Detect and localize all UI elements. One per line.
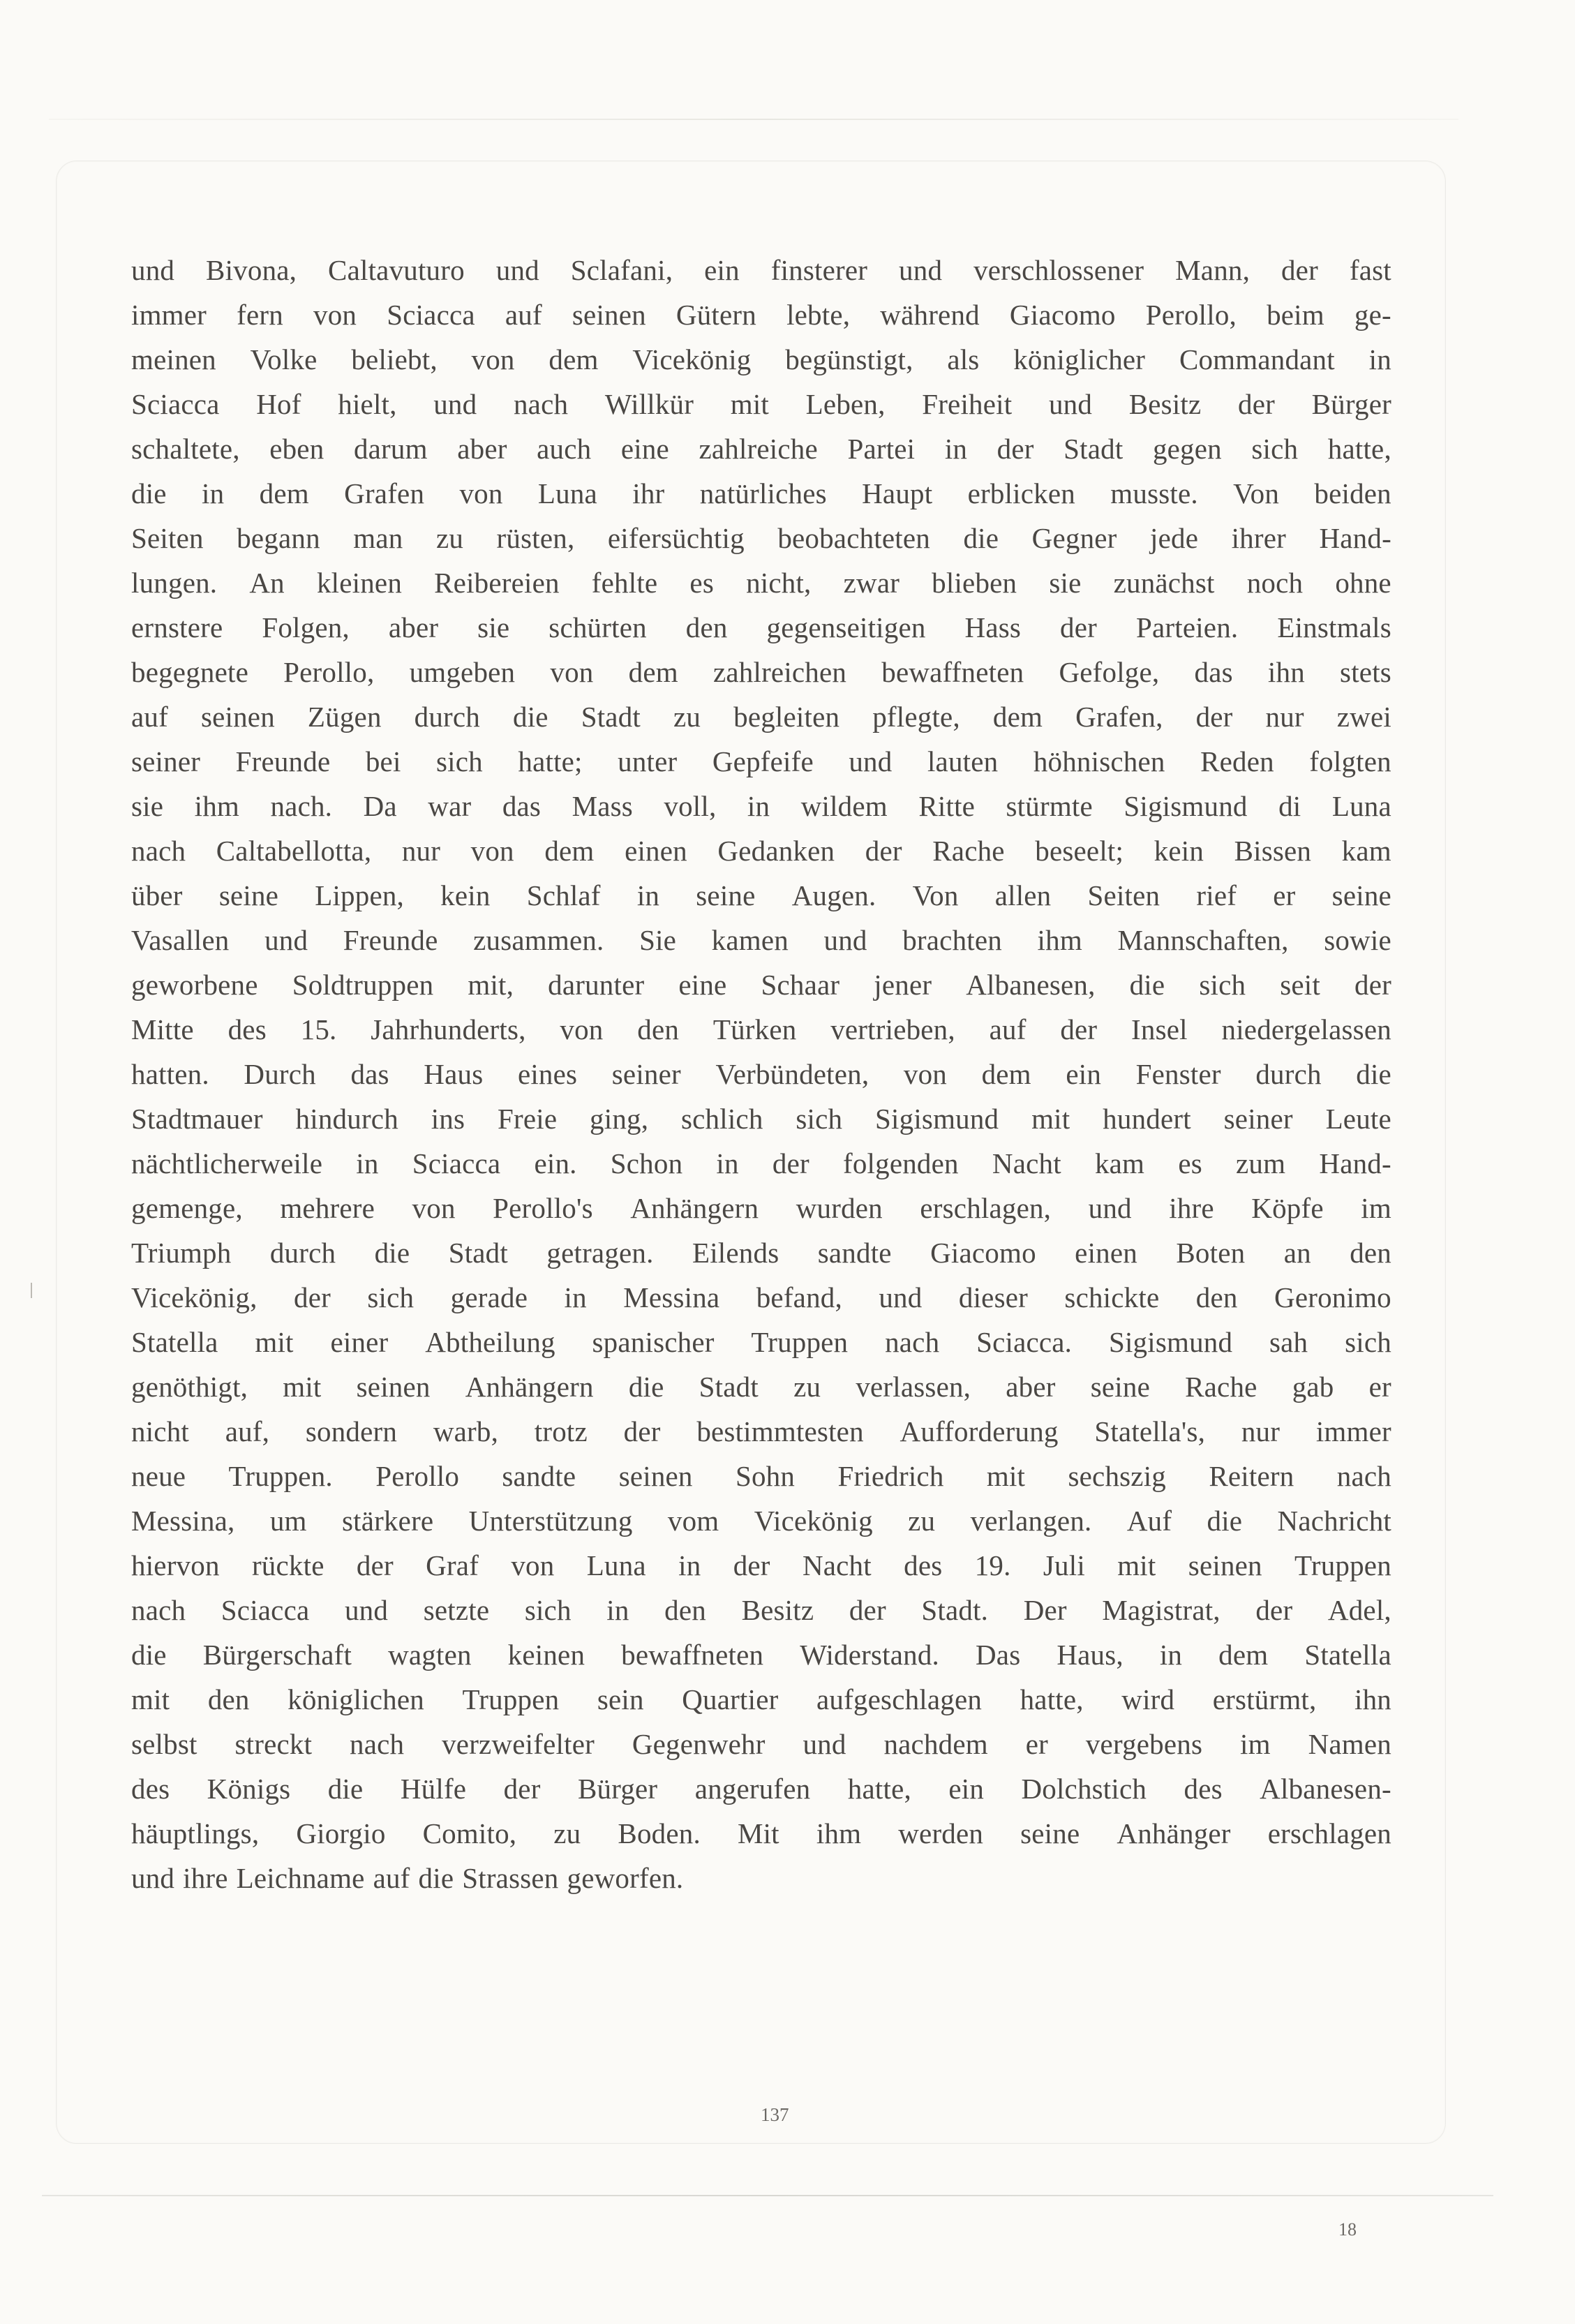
- text-line: nach Sciacca und setzte sich in den Besitz der Stadt. Der Magistrat, der Adel,: [131, 1594, 1391, 1626]
- text-line: ernstere Folgen, aber sie schürten den gegenseitigen Hass der Parteien. Einstmals: [131, 611, 1391, 643]
- text-line: und Bivona, Caltavuturo und Sclafani, ein finsterer und verschlossener Mann, der fast: [131, 254, 1391, 286]
- text-line: genöthigt, mit seinen Anhängern die Stadt zu verlassen, aber seine Rache gab er: [131, 1371, 1391, 1403]
- text-line: hatten. Durch das Haus eines seiner Verbündeten, von dem ein Fenster durch die: [131, 1058, 1391, 1090]
- text-line: Stadtmauer hindurch ins Freie ging, schlich sich Sigismund mit hundert seiner Leute: [131, 1103, 1391, 1135]
- text-line: Vicekönig, der sich gerade in Messina befand, und dieser schickte den Geronimo: [131, 1281, 1391, 1313]
- text-line: Sciacca Hof hielt, und nach Willkür mit Leben, Freiheit und Besitz der Bürger: [131, 388, 1391, 420]
- bottom-rule: [42, 2195, 1493, 2196]
- body-text: [131, 248, 1391, 1900]
- text-line: Seiten begann man zu rüsten, eifersüchtig beobachteten die Gegner jede ihrer Hand-: [131, 522, 1391, 554]
- text-line: mit den königlichen Truppen sein Quartier aufgeschlagen hatte, wird erstürmt, ihn: [131, 1683, 1391, 1715]
- text-line: über seine Lippen, kein Schlaf in seine Augen. Von allen Seiten rief er seine: [131, 879, 1391, 911]
- page-number: 137: [761, 2104, 789, 2125]
- text-line: die Bürgerschaft wagten keinen bewaffneten Widerstand. Das Haus, in dem Statella: [131, 1639, 1391, 1671]
- text-line: häuptlings, Giorgio Comito, zu Boden. Mit ihm werden seine Anhänger erschlagen: [131, 1817, 1391, 1849]
- text-line: Triumph durch die Stadt getragen. Eilends sandte Giacomo einen Boten an den: [131, 1237, 1391, 1269]
- text-line: gemenge, mehrere von Perollo's Anhängern wurden erschlagen, und ihre Köpfe im: [131, 1192, 1391, 1224]
- text-line: geworbene Soldtruppen mit, darunter eine Schaar jener Albanesen, die sich seit der: [131, 969, 1391, 1001]
- text-line: sie ihm nach. Da war das Mass voll, in wildem Ritte stürmte Sigismund di Luna: [131, 790, 1391, 822]
- text-line: immer fern von Sciacca auf seinen Gütern lebte, während Giacomo Perollo, beim ge-: [131, 299, 1391, 331]
- text-line: auf seinen Zügen durch die Stadt zu begleiten pflegte, dem Grafen, der nur zwei: [131, 701, 1391, 733]
- text-line: die in dem Grafen von Luna ihr natürliches Haupt erblicken musste. Von beiden: [131, 477, 1391, 509]
- text-line: Statella mit einer Abtheilung spanischer Truppen nach Sciacca. Sigismund sah sich: [131, 1326, 1391, 1358]
- text-line: Mitte des 15. Jahrhunderts, von den Türken vertrieben, auf der Insel niedergelassen: [131, 1013, 1391, 1045]
- text-line: des Königs die Hülfe der Bürger angerufen hatte, ein Dolchstich des Albanesen-: [131, 1773, 1391, 1805]
- text-line: neue Truppen. Perollo sandte seinen Sohn Friedrich mit sechszig Reitern nach: [131, 1460, 1391, 1492]
- text-line: Vasallen und Freunde zusammen. Sie kamen und brachten ihm Mannschaften, sowie: [131, 924, 1391, 956]
- text-line: lungen. An kleinen Reibereien fehlte es nicht, zwar blieben sie zunächst noch ohne: [131, 567, 1391, 599]
- text-line: hiervon rückte der Graf von Luna in der Nacht des 19. Juli mit seinen Truppen: [131, 1549, 1391, 1581]
- text-line: Messina, um stärkere Unterstützung vom Vicekönig zu verlangen. Auf die Nachricht: [131, 1505, 1391, 1537]
- text-line: meinen Volke beliebt, von dem Vicekönig begünstigt, als königlicher Commandant in: [131, 343, 1391, 375]
- margin-mark: [31, 1283, 32, 1298]
- sheet-number: 18: [1338, 2219, 1357, 2240]
- text-line: schaltete, eben darum aber auch eine zahlreiche Partei in der Stadt gegen sich hatte,: [131, 433, 1391, 465]
- text-line: selbst streckt nach verzweifelter Gegenwehr und nachdem er vergebens im Namen: [131, 1728, 1391, 1760]
- top-rule: [49, 119, 1458, 120]
- text-line: begegnete Perollo, umgeben von dem zahlreichen bewaffneten Gefolge, das ihn stets: [131, 656, 1391, 688]
- text-line: seiner Freunde bei sich hatte; unter Gepfeife und lauten höhnischen Reden folgten: [131, 745, 1391, 777]
- text-line: nächtlicherweile in Sciacca ein. Schon in der folgenden Nacht kam es zum Hand-: [131, 1147, 1391, 1179]
- text-line: nach Caltabellotta, nur von dem einen Gedanken der Rache beseelt; kein Bissen kam: [131, 835, 1391, 867]
- text-line: nicht auf, sondern warb, trotz der bestimmtesten Aufforderung Statella's, nur immer: [131, 1415, 1391, 1447]
- text-line: und ihre Leichname auf die Strassen geworfen.: [131, 1862, 684, 1894]
